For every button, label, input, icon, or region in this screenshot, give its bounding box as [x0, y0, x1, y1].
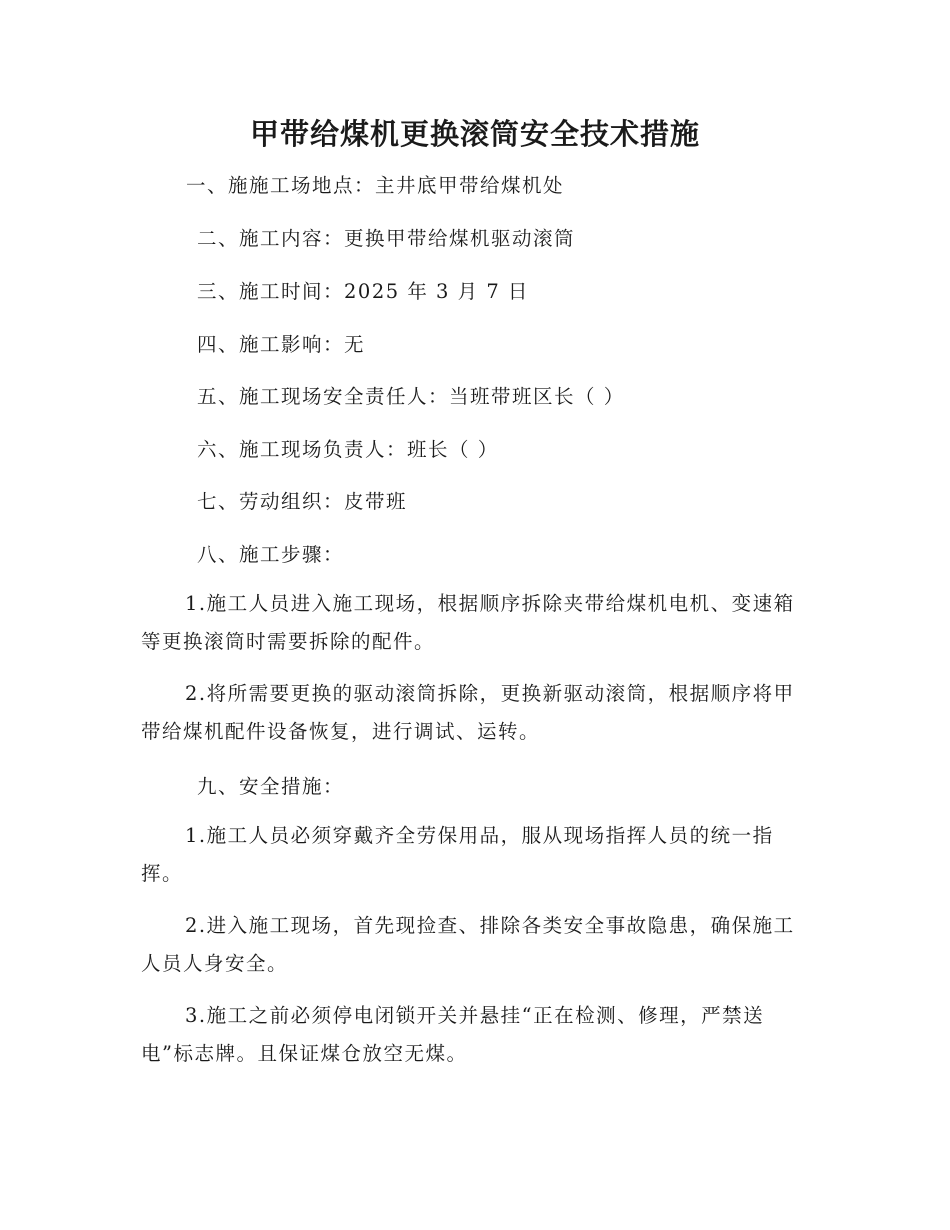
field-labor-organization: 七、劳动组织：皮带班 — [197, 490, 408, 513]
safety-paragraph-3: 3.施工之前必须停电闭锁开关并悬挂“正在检测、修理，严禁送电”标志牌。且保证煤仓放空无煤。 — [141, 1004, 765, 1065]
field-impact: 四、施工影响：无 — [197, 333, 366, 356]
field-time: 三、施工时间：2025 年 3 月 7 日 — [197, 280, 529, 303]
field-safety-officer: 五、施工现场安全责任人：当班带班区长（ ） — [197, 385, 625, 408]
step-paragraph-1: 1.施工人员进入施工现场，根据顺序拆除夹带给煤机电机、变速箱等更换滚筒时需要拆除的配件。 — [141, 592, 795, 653]
field-location: 一、施施工场地点：主井底甲带给煤机处 — [186, 174, 565, 197]
field-content: 二、施工内容：更换甲带给煤机驱动滚筒 — [197, 227, 576, 250]
steps-heading: 八、施工步骤： — [197, 543, 345, 566]
document-title: 甲带给煤机更换滚筒安全技术措施 — [249, 117, 700, 151]
field-site-manager: 六、施工现场负责人：班长（ ） — [197, 438, 499, 461]
step-paragraph-2: 2.将所需要更换的驱动滚筒拆除，更换新驱动滚筒，根据顺序将甲带给煤机配件设备恢复，进行调试、运转。 — [141, 682, 795, 743]
safety-paragraph-1: 1.施工人员必须穿戴齐全劳保用品，服从现场指挥人员的统一指挥。 — [141, 824, 774, 885]
safety-paragraph-2: 2.进入施工现场，首先现捡查、排除各类安全事故隐患，确保施工人员人身安全。 — [141, 914, 795, 975]
safety-heading: 九、安全措施： — [197, 775, 345, 798]
